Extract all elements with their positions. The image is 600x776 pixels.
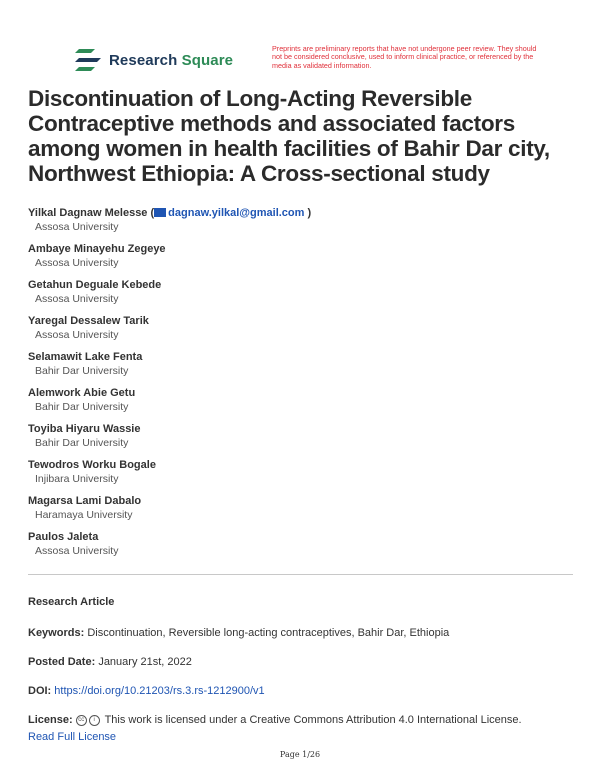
author-entry (28, 530, 573, 566)
author-affiliation: Assosa University (35, 329, 119, 341)
author-name: Getahun Deguale Kebede (28, 279, 162, 291)
author-name: Magarsa Lami Dabalo (28, 495, 142, 507)
author-entry: Yilkal Dagnaw Melesse ( dagnaw.yilkal@gmail.com ) Assosa University (28, 206, 573, 242)
logo-text: Research Square (109, 51, 234, 69)
doi-link[interactable]: https://doi.org/10.21203/rs.3.rs-1212900/v1 (54, 685, 265, 697)
author-entry (28, 422, 573, 458)
author-affiliation: Bahir Dar University (35, 437, 129, 449)
paper-title: Discontinuation of Long-Acting Reversible Contraceptive methods and associated factors among women in health facilities of Bahir Dar city, Northwest Ethiopia: A Cross-sectional study (28, 86, 550, 186)
keywords-label: Keywords: (28, 627, 85, 639)
author-name: Toyiba Hiyaru Wassie (28, 423, 141, 435)
author-entry (28, 458, 573, 494)
posted-date-value: January 21st, 2022 (98, 656, 192, 668)
by-icon: i (89, 715, 100, 726)
author-entry (28, 386, 573, 422)
author-name: Ambaye Minayehu Zegeye (28, 243, 166, 255)
author-email-link[interactable]: dagnaw.yilkal@gmail.com (168, 207, 305, 219)
research-square-logo-icon (75, 49, 103, 71)
author-affiliation: Assosa University (35, 293, 119, 305)
author-entry (28, 314, 573, 350)
author-affiliation: Bahir Dar University (35, 365, 129, 377)
license-line (28, 714, 522, 726)
author-name: Yilkal Dagnaw Melesse (28, 207, 148, 219)
author-entry (28, 350, 573, 386)
author-affiliation: Assosa University (35, 257, 119, 269)
mail-icon (154, 208, 166, 217)
doi-line (28, 685, 265, 697)
license-label: License: (28, 714, 73, 726)
author-entry (28, 494, 573, 530)
author-name: Selamawit Lake Fenta (28, 351, 143, 363)
article-type: Research Article (28, 596, 115, 608)
author-name: Tewodros Worku Bogale (28, 459, 156, 471)
author-affiliation: Haramaya University (35, 509, 133, 521)
read-full-license-link[interactable]: Read Full License (28, 731, 117, 743)
doi-label: DOI: (28, 685, 52, 697)
author-name: Alemwork Abie Getu (28, 387, 136, 399)
author-entry (28, 242, 573, 278)
author-entry (28, 278, 573, 314)
keywords-line (28, 627, 449, 639)
preprint-notice: Preprints are preliminary reports that have not undergone peer review. They should not be considered conclusive, used to inform clinical practice, or referenced by the media as validated information. (272, 44, 537, 70)
author-list (28, 206, 573, 566)
research-square-logo[interactable] (75, 49, 233, 71)
cc-icon: cc (76, 715, 87, 726)
license-text: This work is licensed under a Creative Commons Attribution 4.0 International License. (104, 714, 522, 726)
author-affiliation: Assosa University (35, 545, 119, 557)
page-number: Page 1/26 (279, 750, 321, 759)
posted-date-line (28, 656, 192, 668)
section-divider (28, 574, 573, 575)
author-name: Yaregal Dessalew Tarik (28, 315, 149, 327)
author-affiliation: Injibara University (35, 473, 119, 485)
author-affiliation: Bahir Dar University (35, 401, 129, 413)
author-affiliation: Assosa University (35, 221, 119, 233)
posted-date-label: Posted Date: (28, 656, 96, 668)
author-name: Paulos Jaleta (28, 531, 99, 543)
keywords-value: Discontinuation, Reversible long-acting contraceptives, Bahir Dar, Ethiopia (87, 627, 450, 639)
